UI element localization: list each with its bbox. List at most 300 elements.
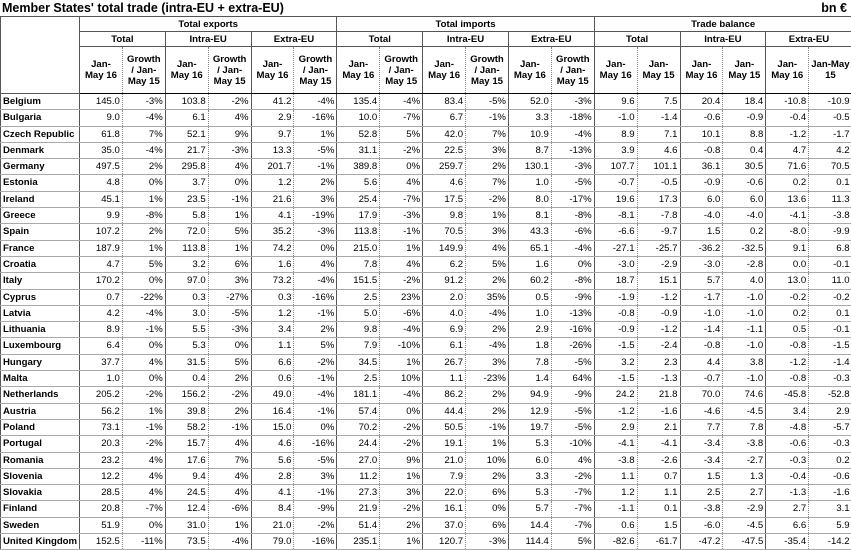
value-cell: 9.8: [423, 208, 466, 224]
value-cell: 0.7: [80, 289, 123, 305]
value-cell: -1.0: [723, 371, 766, 387]
value-cell: -8%: [551, 208, 594, 224]
value-cell: -3.8: [809, 208, 851, 224]
value-cell: 1%: [380, 354, 423, 370]
value-cell: 8.1: [508, 208, 551, 224]
table-row: [1, 256, 851, 272]
value-cell: 58.2: [165, 419, 208, 435]
value-cell: 4.7: [766, 142, 809, 158]
value-cell: 3.4: [251, 322, 294, 338]
subgroup-header: Extra-EU: [508, 32, 594, 47]
table-row: [1, 224, 851, 240]
value-cell: 4%: [466, 240, 509, 256]
value-cell: -0.1: [809, 322, 851, 338]
value-cell: 3.3: [508, 110, 551, 126]
value-cell: 4%: [208, 159, 251, 175]
value-cell: 31.1: [337, 142, 380, 158]
value-cell: 79.0: [251, 534, 294, 550]
table-row: [1, 94, 851, 110]
value-cell: 21.0: [423, 452, 466, 468]
value-cell: 0.3: [165, 289, 208, 305]
value-cell: -16%: [294, 436, 337, 452]
value-cell: -0.5: [809, 110, 851, 126]
value-cell: 215.0: [337, 240, 380, 256]
value-cell: 12.2: [80, 468, 123, 484]
value-cell: 50.5: [423, 419, 466, 435]
value-cell: 70.5: [423, 224, 466, 240]
value-cell: 1%: [122, 191, 165, 207]
value-cell: -0.8: [680, 338, 723, 354]
value-cell: 2%: [208, 371, 251, 387]
table-row: [1, 322, 851, 338]
value-cell: -6%: [208, 501, 251, 517]
value-cell: 52.8: [337, 126, 380, 142]
value-cell: 51.9: [80, 517, 123, 533]
country-cell: Romania: [1, 452, 80, 468]
value-cell: -4.0: [723, 208, 766, 224]
value-cell: -4%: [380, 322, 423, 338]
value-cell: 21.0: [251, 517, 294, 533]
value-cell: -7.8: [637, 208, 680, 224]
value-cell: 2.9: [251, 110, 294, 126]
country-cell: Croatia: [1, 256, 80, 272]
country-cell: Slovenia: [1, 468, 80, 484]
value-cell: -0.6: [766, 436, 809, 452]
value-cell: -4.1: [637, 436, 680, 452]
country-cell: Sweden: [1, 517, 80, 533]
value-cell: 24.5: [165, 485, 208, 501]
value-cell: -0.8: [766, 338, 809, 354]
value-cell: 94.9: [508, 387, 551, 403]
value-cell: 2%: [466, 387, 509, 403]
value-cell: 6.4: [80, 338, 123, 354]
value-cell: 2%: [208, 403, 251, 419]
value-cell: 2.9: [594, 419, 637, 435]
value-cell: 0%: [208, 175, 251, 191]
value-cell: -0.3: [766, 452, 809, 468]
value-cell: 57.4: [337, 403, 380, 419]
value-cell: 35.2: [251, 224, 294, 240]
value-cell: 0.0: [766, 256, 809, 272]
table-row: [1, 468, 851, 484]
value-cell: 0%: [380, 403, 423, 419]
value-cell: 1%: [122, 403, 165, 419]
value-cell: 43.3: [508, 224, 551, 240]
value-cell: -3.8: [723, 436, 766, 452]
value-cell: 16.4: [251, 403, 294, 419]
country-cell: Poland: [1, 419, 80, 435]
subgroup-header: Total: [594, 32, 680, 47]
value-cell: -1.7: [809, 126, 851, 142]
value-cell: -0.4: [766, 110, 809, 126]
value-cell: 45.1: [80, 191, 123, 207]
value-cell: -0.4: [766, 468, 809, 484]
value-cell: 3.1: [809, 501, 851, 517]
value-cell: 34.5: [337, 354, 380, 370]
value-cell: -4%: [122, 142, 165, 158]
value-cell: 31.5: [165, 354, 208, 370]
value-cell: 5%: [380, 126, 423, 142]
value-cell: 1.8: [508, 338, 551, 354]
value-cell: 1.6: [508, 256, 551, 272]
col-header: Growth / Jan-May 15: [466, 47, 509, 94]
value-cell: -17%: [551, 191, 594, 207]
value-cell: 130.1: [508, 159, 551, 175]
value-cell: -2.9: [723, 501, 766, 517]
value-cell: 2%: [380, 517, 423, 533]
value-cell: 101.1: [637, 159, 680, 175]
col-header: Jan-May 16: [508, 47, 551, 94]
value-cell: 3%: [466, 142, 509, 158]
value-cell: 17.3: [637, 191, 680, 207]
country-cell: Netherlands: [1, 387, 80, 403]
value-cell: 107.7: [594, 159, 637, 175]
country-cell: Portugal: [1, 436, 80, 452]
value-cell: 1.1: [251, 338, 294, 354]
value-cell: 2.1: [637, 419, 680, 435]
value-cell: 1.6: [251, 256, 294, 272]
value-cell: 156.2: [165, 387, 208, 403]
value-cell: 8.4: [251, 501, 294, 517]
table-row: [1, 371, 851, 387]
value-cell: -3.8: [680, 501, 723, 517]
value-cell: 9.7: [251, 126, 294, 142]
value-cell: 5%: [208, 354, 251, 370]
value-cell: 9.1: [766, 240, 809, 256]
value-cell: 4%: [380, 256, 423, 272]
value-cell: -0.2: [766, 289, 809, 305]
value-cell: 201.7: [251, 159, 294, 175]
value-cell: -4%: [380, 387, 423, 403]
col-header: Jan-May 16: [594, 47, 637, 94]
value-cell: 3%: [466, 354, 509, 370]
value-cell: 91.2: [423, 273, 466, 289]
table-row: [1, 338, 851, 354]
value-cell: -5%: [294, 142, 337, 158]
value-cell: 10.1: [680, 126, 723, 142]
value-cell: 6%: [466, 485, 509, 501]
value-cell: -16%: [294, 110, 337, 126]
value-cell: 1.5: [680, 224, 723, 240]
value-cell: 20.4: [680, 94, 723, 110]
table-row: [1, 305, 851, 321]
value-cell: 0.2: [723, 224, 766, 240]
value-cell: 18.4: [723, 94, 766, 110]
table-row: [1, 126, 851, 142]
value-cell: 4.6: [423, 175, 466, 191]
value-cell: 1.0: [508, 305, 551, 321]
value-cell: -26%: [551, 338, 594, 354]
header-row-columns: [1, 47, 851, 94]
value-cell: -0.9: [680, 175, 723, 191]
value-cell: -2%: [122, 387, 165, 403]
value-cell: -11%: [122, 534, 165, 550]
value-cell: 2%: [122, 224, 165, 240]
value-cell: -1.0: [723, 305, 766, 321]
value-cell: 3.2: [594, 354, 637, 370]
value-cell: 152.5: [80, 534, 123, 550]
country-cell: Latvia: [1, 305, 80, 321]
value-cell: -10%: [380, 338, 423, 354]
value-cell: -52.8: [809, 387, 851, 403]
value-cell: 1%: [380, 534, 423, 550]
header-row-groups: [1, 17, 851, 32]
title-bar: [0, 0, 851, 16]
value-cell: 8.9: [594, 126, 637, 142]
value-cell: 113.8: [337, 224, 380, 240]
value-cell: 1.5: [680, 468, 723, 484]
value-cell: 2.9: [809, 403, 851, 419]
value-cell: 56.2: [80, 403, 123, 419]
value-cell: 52.0: [508, 94, 551, 110]
value-cell: -47.2: [680, 534, 723, 550]
value-cell: 6%: [466, 517, 509, 533]
value-cell: 25.4: [337, 191, 380, 207]
value-cell: -0.8: [594, 305, 637, 321]
value-cell: 15.7: [165, 436, 208, 452]
value-cell: -4.1: [766, 208, 809, 224]
value-cell: 10.9: [508, 126, 551, 142]
value-cell: 5.9: [809, 517, 851, 533]
group-header-balance: Trade balance: [594, 17, 851, 32]
value-cell: -0.6: [723, 175, 766, 191]
country-cell: Lithuania: [1, 322, 80, 338]
country-cell: Estonia: [1, 175, 80, 191]
value-cell: -6%: [551, 224, 594, 240]
value-cell: 31.0: [165, 517, 208, 533]
value-cell: 12.4: [165, 501, 208, 517]
table-row: [1, 517, 851, 533]
subgroup-header: Total: [80, 32, 166, 47]
value-cell: 3.3: [508, 468, 551, 484]
value-cell: 4.1: [251, 485, 294, 501]
value-cell: -3%: [551, 94, 594, 110]
subgroup-header: Intra-EU: [680, 32, 766, 47]
value-cell: 107.2: [80, 224, 123, 240]
value-cell: 0.5: [766, 322, 809, 338]
value-cell: -2%: [294, 354, 337, 370]
value-cell: 4.4: [680, 354, 723, 370]
value-cell: -0.9: [637, 305, 680, 321]
value-cell: 0%: [380, 159, 423, 175]
country-cell: Malta: [1, 371, 80, 387]
value-cell: 16.1: [423, 501, 466, 517]
value-cell: 2%: [466, 273, 509, 289]
value-cell: 26.7: [423, 354, 466, 370]
value-cell: 7%: [208, 452, 251, 468]
value-cell: -3.4: [680, 436, 723, 452]
value-cell: 30.5: [723, 159, 766, 175]
col-header: Jan-May 15: [723, 47, 766, 94]
value-cell: 6%: [208, 256, 251, 272]
value-cell: 8.9: [80, 322, 123, 338]
value-cell: 0%: [122, 338, 165, 354]
value-cell: -3.0: [680, 256, 723, 272]
country-cell: Bulgaria: [1, 110, 80, 126]
value-cell: 9.6: [594, 94, 637, 110]
value-cell: -1.4: [809, 354, 851, 370]
value-cell: -47.5: [723, 534, 766, 550]
value-cell: -82.6: [594, 534, 637, 550]
value-cell: 5.3: [508, 436, 551, 452]
value-cell: 1%: [208, 517, 251, 533]
value-cell: 5%: [551, 534, 594, 550]
value-cell: -0.1: [809, 256, 851, 272]
value-cell: -1.0: [594, 110, 637, 126]
table-title: Member States' total trade (intra-EU + extra-EU): [2, 0, 284, 16]
value-cell: -4%: [122, 110, 165, 126]
value-cell: -2%: [380, 501, 423, 517]
country-cell: Italy: [1, 273, 80, 289]
value-cell: 0.2: [766, 305, 809, 321]
value-cell: -1%: [294, 371, 337, 387]
value-cell: 113.8: [165, 240, 208, 256]
value-cell: 181.1: [337, 387, 380, 403]
value-cell: 24.2: [594, 387, 637, 403]
value-cell: -13%: [551, 142, 594, 158]
value-cell: 39.8: [165, 403, 208, 419]
value-cell: -5%: [551, 354, 594, 370]
value-cell: 4%: [208, 485, 251, 501]
col-header: Growth / Jan-May 15: [551, 47, 594, 94]
table-row: [1, 110, 851, 126]
value-cell: -4.5: [723, 403, 766, 419]
value-cell: 2.3: [637, 354, 680, 370]
value-cell: 6.0: [723, 191, 766, 207]
value-cell: -1.3: [637, 371, 680, 387]
value-cell: -1.4: [637, 110, 680, 126]
table-row: [1, 191, 851, 207]
value-cell: 23.5: [165, 191, 208, 207]
value-cell: 1.0: [80, 371, 123, 387]
value-cell: 1%: [294, 126, 337, 142]
value-cell: 1.2: [251, 305, 294, 321]
value-cell: 71.6: [766, 159, 809, 175]
value-cell: -32.5: [723, 240, 766, 256]
value-cell: -8.0: [766, 224, 809, 240]
value-cell: -2%: [122, 436, 165, 452]
subgroup-header: Intra-EU: [165, 32, 251, 47]
value-cell: 3%: [380, 485, 423, 501]
value-cell: 73.5: [165, 534, 208, 550]
value-cell: -0.6: [809, 468, 851, 484]
value-cell: -7%: [122, 501, 165, 517]
col-header: Jan-May 16: [165, 47, 208, 94]
value-cell: 10%: [380, 371, 423, 387]
value-cell: -4.8: [766, 419, 809, 435]
value-cell: 6.0: [508, 452, 551, 468]
value-cell: -3%: [294, 224, 337, 240]
value-cell: -9%: [551, 289, 594, 305]
table-row: [1, 240, 851, 256]
table-row: [1, 354, 851, 370]
value-cell: 7.7: [680, 419, 723, 435]
value-cell: 0%: [294, 419, 337, 435]
value-cell: 1.2: [251, 175, 294, 191]
value-cell: 27.3: [337, 485, 380, 501]
value-cell: 6.9: [423, 322, 466, 338]
value-cell: -2%: [551, 468, 594, 484]
value-cell: 20.8: [80, 501, 123, 517]
value-cell: -2%: [208, 387, 251, 403]
country-cell: Slovakia: [1, 485, 80, 501]
value-cell: 19.1: [423, 436, 466, 452]
value-cell: 13.0: [766, 273, 809, 289]
value-cell: 22.5: [423, 142, 466, 158]
value-cell: 2.5: [337, 371, 380, 387]
trade-table: [0, 16, 851, 550]
table-row: [1, 534, 851, 550]
value-cell: -1.7: [680, 289, 723, 305]
value-cell: -1.2: [637, 289, 680, 305]
value-cell: -0.7: [680, 371, 723, 387]
table-body: [1, 94, 851, 550]
col-header: Growth / Jan-May 15: [208, 47, 251, 94]
value-cell: 149.9: [423, 240, 466, 256]
value-cell: 4%: [122, 354, 165, 370]
value-cell: -1.0: [723, 289, 766, 305]
value-cell: -2.9: [637, 256, 680, 272]
value-cell: -1.1: [594, 501, 637, 517]
country-cell: Finland: [1, 501, 80, 517]
value-cell: 3.7: [165, 175, 208, 191]
value-cell: -19%: [294, 208, 337, 224]
value-cell: -2.6: [637, 452, 680, 468]
value-cell: -1%: [294, 305, 337, 321]
value-cell: 295.8: [165, 159, 208, 175]
value-cell: -4%: [294, 273, 337, 289]
value-cell: -27.1: [594, 240, 637, 256]
value-cell: 0.1: [637, 501, 680, 517]
value-cell: 114.4: [508, 534, 551, 550]
value-cell: -3%: [380, 208, 423, 224]
value-cell: 2.7: [723, 485, 766, 501]
value-cell: 14.4: [508, 517, 551, 533]
value-cell: 73.1: [80, 419, 123, 435]
value-cell: 1%: [122, 240, 165, 256]
value-cell: 21.8: [637, 387, 680, 403]
value-cell: -7%: [551, 501, 594, 517]
value-cell: -1%: [208, 419, 251, 435]
value-cell: -9%: [294, 501, 337, 517]
value-cell: 52.1: [165, 126, 208, 142]
table-row: [1, 159, 851, 175]
value-cell: 1%: [466, 436, 509, 452]
value-cell: 83.4: [423, 94, 466, 110]
table-row: [1, 387, 851, 403]
value-cell: 7.8: [723, 419, 766, 435]
value-cell: 2.0: [423, 289, 466, 305]
value-cell: -3%: [122, 94, 165, 110]
value-cell: -1.6: [809, 485, 851, 501]
value-cell: -1.2: [594, 403, 637, 419]
country-header: [1, 17, 80, 94]
subgroup-header: Intra-EU: [423, 32, 509, 47]
value-cell: 0.1: [809, 175, 851, 191]
value-cell: -5%: [208, 305, 251, 321]
value-cell: -2%: [208, 94, 251, 110]
value-cell: 65.1: [508, 240, 551, 256]
value-cell: 21.9: [337, 501, 380, 517]
value-cell: 35.0: [80, 142, 123, 158]
table-row: [1, 142, 851, 158]
country-cell: Denmark: [1, 142, 80, 158]
value-cell: -6.6: [594, 224, 637, 240]
value-cell: -4.0: [680, 208, 723, 224]
value-cell: 2.5: [680, 485, 723, 501]
value-cell: 4%: [208, 110, 251, 126]
value-cell: 60.2: [508, 273, 551, 289]
